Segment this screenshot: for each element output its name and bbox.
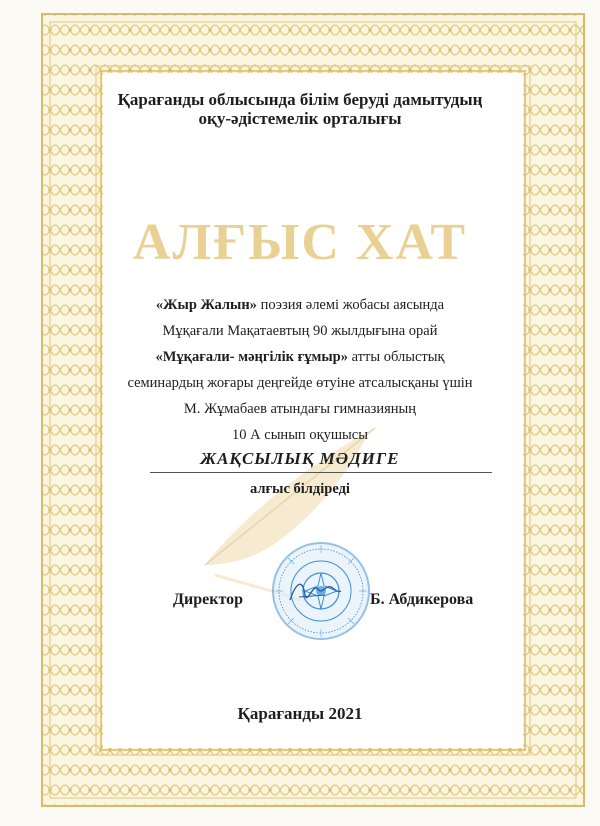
certificate-body (0, 292, 600, 448)
signer-name: Б. Абдикерова (370, 591, 474, 608)
body-line-4: семинардың жоғары деңгейде өтуіне атсалысқаны үшін (127, 375, 473, 391)
issuer-line-2: оқу-әдістемелік орталығы (198, 109, 402, 128)
recipient-name: ЖАҚСЫЛЫҚ МӘДИГЕ (200, 449, 400, 468)
place-and-year: Қарағанды 2021 (237, 704, 363, 723)
project-name: «Жыр Жалын» (155, 297, 257, 313)
certificate-title: АЛҒЫС ХАТ (132, 214, 468, 271)
thanks-text: алғыс білдіреді (250, 481, 350, 497)
issuer-header (0, 90, 600, 128)
director-label: Директор (173, 591, 243, 608)
body-line-6: 10 А сынып оқушысы (232, 427, 368, 443)
handwritten-signature (285, 575, 345, 610)
body-line-2: Мұқағали Мақатаевтың 90 жылдығына орай (162, 323, 438, 339)
seminar-name: «Мұқағали- мәңгілік ғұмыр» (155, 349, 348, 365)
body-line-1: «Жыр Жалын» поэзия әлемі жобасы аясында (155, 297, 445, 313)
body-line-5: М. Жұмабаев атындағы гимназияның (183, 401, 417, 417)
body-line-3: «Мұқағали- мәңгілік ғұмыр» атты облыстық (155, 349, 445, 365)
issuer-line-1: Қарағанды облысында білім беруді дамытудың (117, 90, 483, 109)
recipient-underline (150, 472, 492, 473)
